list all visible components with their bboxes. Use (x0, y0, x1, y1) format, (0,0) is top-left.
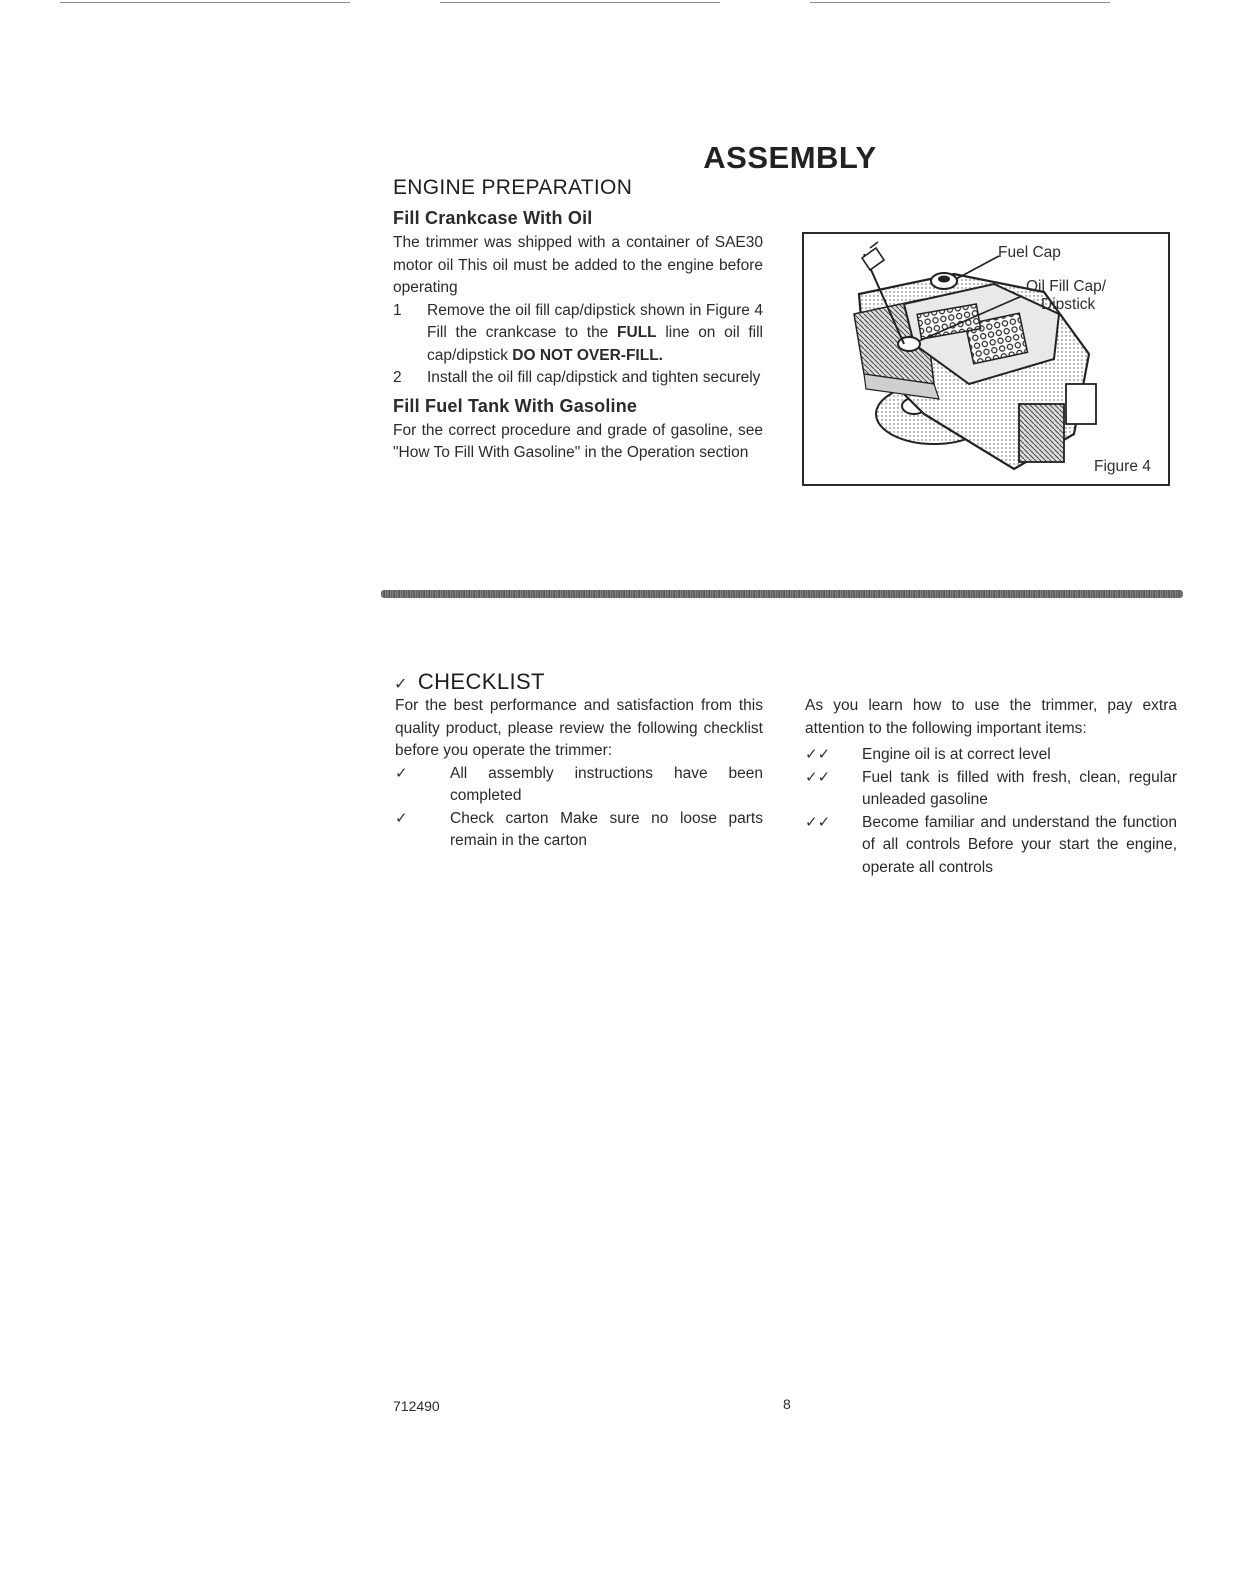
document-number: 712490 (393, 1398, 440, 1414)
crankcase-intro: The trimmer was shipped with a container of SAE30 motor oil This oil must be added to the engine before operating (393, 234, 763, 296)
checklist-right-intro: As you learn how to use the trimmer, pay extra attention to the following important items: (805, 697, 1177, 737)
scan-artifact-line (440, 2, 720, 3)
double-checkmark-icon: ✓✓ (805, 746, 831, 763)
step-number: 1 (393, 301, 402, 319)
checklist-item (805, 767, 1177, 812)
fuel-cap-callout-line (956, 256, 999, 279)
fuel-text: For the correct procedure and grade of gasoline, see "How To Fill With Gasoline" in the Operation section (393, 421, 763, 461)
dipstick-label: Dipstick (1041, 296, 1096, 313)
checklist-right-column (805, 695, 1177, 879)
scan-artifact-line (60, 2, 350, 3)
checkmark-icon: ✓ (395, 809, 408, 827)
checklist-item-text: Fuel tank is filled with fresh, clean, regular unleaded gasoline (862, 768, 1177, 808)
crankcase-step-2 (393, 367, 763, 390)
double-checkmark-icon: ✓✓ (805, 768, 831, 786)
fuel-cap-label: Fuel Cap (998, 244, 1061, 261)
crankcase-section (393, 208, 763, 465)
page-number: 8 (783, 1396, 791, 1412)
figure-4-box (802, 232, 1170, 486)
crankcase-step-1 (393, 300, 763, 368)
checklist-item (395, 763, 763, 808)
oil-fill-cap-label: Oil Fill Cap/ (1026, 278, 1107, 295)
checklist-item-text: Engine oil is at correct level (862, 746, 1051, 763)
scan-artifact-line (810, 2, 1110, 3)
crankcase-heading: Fill Crankcase With Oil (393, 208, 593, 228)
page-title: ASSEMBLY (703, 140, 877, 175)
engine-illustration (804, 234, 1168, 484)
checklist-heading (394, 669, 545, 695)
engine-preparation-heading: ENGINE PREPARATION (393, 176, 633, 199)
checklist-left-column (395, 695, 763, 853)
figure-caption: Figure 4 (1094, 458, 1151, 475)
checkmark-icon: ✓ (394, 676, 408, 693)
checkmark-icon: ✓ (395, 764, 408, 782)
step-text: Install the oil fill cap/dipstick and tighten securely (427, 369, 761, 386)
checklist-intro: For the best performance and satisfaction from this quality product, please review the following checklist before you operate the trimmer: (395, 697, 763, 759)
step-number: 2 (393, 369, 402, 386)
checklist-item-text: All assembly instructions have been completed (450, 764, 763, 804)
checklist-title: CHECKLIST (417, 669, 545, 694)
fuel-heading: Fill Fuel Tank With Gasoline (393, 395, 638, 416)
double-checkmark-icon: ✓✓ (805, 813, 831, 831)
checklist-item (805, 744, 1177, 767)
checklist-item-text: Check carton Make sure no loose parts remain in the carton (450, 809, 763, 849)
checklist-item (805, 812, 1177, 880)
section-divider (381, 590, 1183, 598)
step-text: Remove the oil fill cap/dipstick shown in Figure 4 Fill the crankcase to the FULL line on oil fill cap/dipstick DO NOT OVER-FILL. (427, 301, 763, 364)
checklist-item (395, 808, 763, 853)
checklist-item-text: Become familiar and understand the function of all controls Before your start the engine, operate all controls (862, 813, 1177, 876)
